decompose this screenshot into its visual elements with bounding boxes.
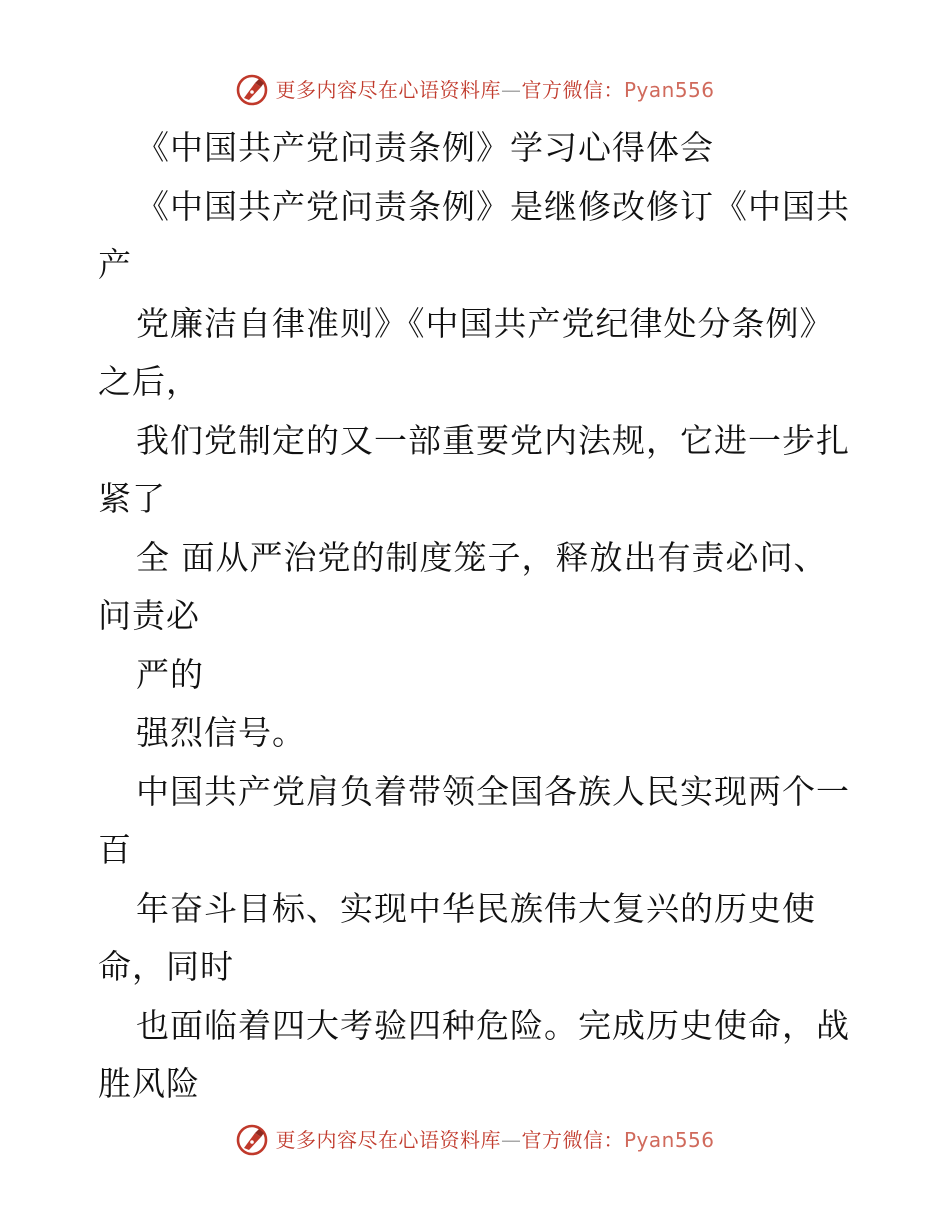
banner-text	[275, 1130, 714, 1150]
document-line: 《中国共产党问责条例》学习心得体会	[136, 128, 714, 167]
banner-handle-text: Pyan556	[623, 78, 715, 102]
banner-main-text: 更多内容尽在心语资料库	[275, 1128, 501, 1152]
banner-text	[275, 80, 714, 100]
document-line: 年奋斗目标、实现中华民族伟大复兴的历史使	[136, 888, 816, 928]
document-line: 强烈信号。	[136, 713, 306, 752]
banner-main-text: 更多内容尽在心语资料库	[275, 78, 501, 102]
document-line: 中国共产党肩负着带领全国各族人民实现两个一	[136, 771, 850, 811]
document-body	[98, 119, 858, 1114]
banner-handle-text: Pyan556	[623, 1128, 715, 1152]
header-banner	[0, 70, 950, 110]
document-line: 胜风险	[98, 1064, 200, 1103]
document-line: 百	[98, 830, 132, 869]
footer-banner	[0, 1120, 950, 1160]
banner-suffix-text: 官方微信：	[521, 78, 624, 102]
document-line: 我们党制定的又一部重要党内法规，它进一步扎	[136, 420, 850, 460]
banner-suffix-text: 官方微信：	[521, 1128, 624, 1152]
pen-nib-seal-icon	[235, 73, 269, 107]
document-line: 党廉洁自律准则》《中国共产党纪律处分条例》	[136, 303, 834, 343]
document-line: 之后，	[98, 362, 200, 401]
document-line: 全 面从严治党的制度笼子，释放出有责必问、	[136, 537, 828, 577]
banner-dash: —	[500, 1128, 522, 1152]
document-line: 命，同时	[98, 947, 234, 986]
pen-nib-seal-icon	[235, 1123, 269, 1157]
document-line: 紧了	[98, 479, 166, 518]
banner-dash: —	[500, 78, 522, 102]
document-line: 问责必	[98, 596, 200, 635]
document-line: 《中国共产党问责条例》是继修改修订《中国共	[136, 186, 850, 226]
document-line: 也面临着四大考验四种危险。完成历史使命，战	[136, 1005, 850, 1045]
document-line: 严的	[136, 654, 204, 694]
document-line: 产	[98, 245, 132, 284]
